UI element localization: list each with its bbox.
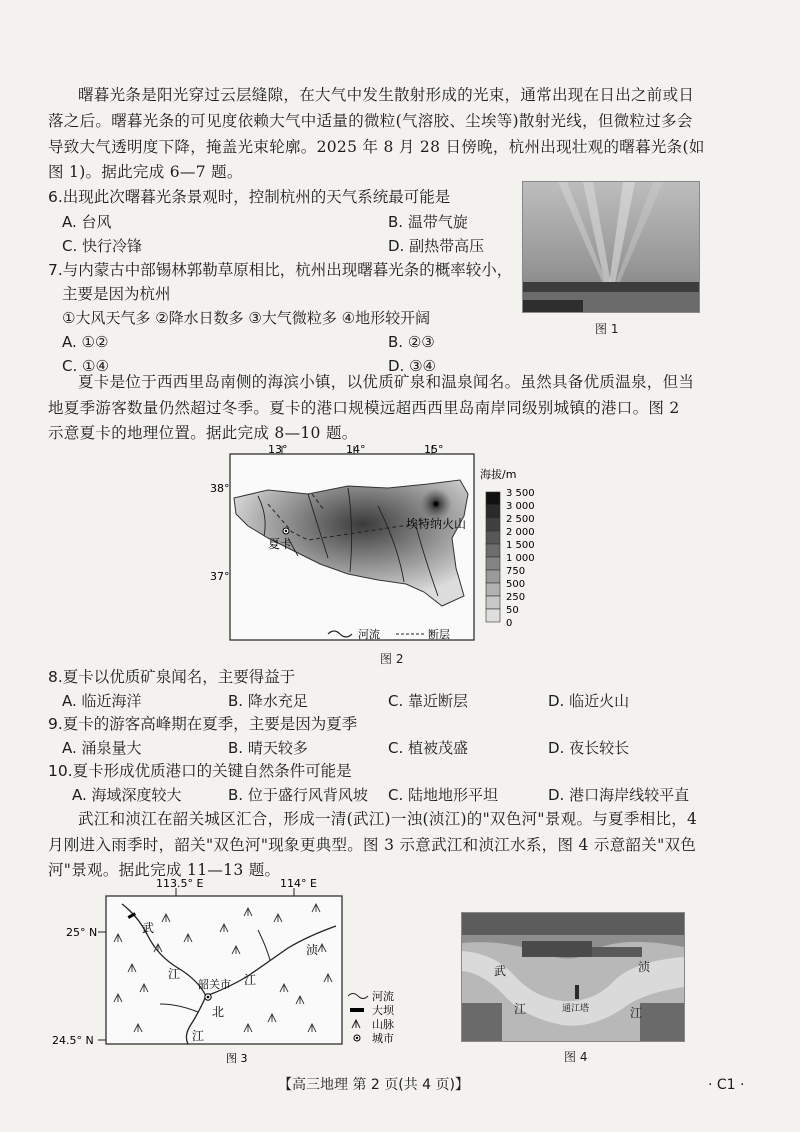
figure4-caption: 图 4 — [564, 1050, 588, 1064]
q6-option-c[interactable]: C. 快行冷锋 — [62, 237, 143, 255]
q10-option-c[interactable]: C. 陆地地形平坦 — [388, 786, 499, 804]
q7-option-b[interactable]: B. ②③ — [388, 333, 435, 351]
q8-stem: 8.夏卡以优质矿泉闻名，主要得益于 — [48, 668, 296, 686]
q8-option-d[interactable]: D. 临近火山 — [548, 692, 630, 710]
figure1-caption: 图 1 — [595, 322, 619, 336]
q6-stem: 6.出现此次曙暮光条景观时，控制杭州的天气系统最可能是 — [48, 188, 451, 206]
passage2-line1: 夏卡是位于西西里岛南侧的海滨小镇，以优质矿泉和温泉闻名。虽然具备优质温泉，但当 — [78, 373, 695, 391]
fig2-legend-value: 2 500 — [506, 514, 535, 525]
fig2-elevation-legend — [486, 488, 535, 629]
q7-items: ①大风天气多 ②降水日数多 ③大气微粒多 ④地形较开阔 — [62, 309, 431, 327]
fig2-city-label: 夏卡 — [268, 537, 293, 551]
q7-option-a[interactable]: A. ①② — [62, 333, 109, 351]
fig2-lon-15: 15° — [424, 443, 444, 456]
figure2-caption: 图 2 — [380, 652, 404, 666]
fig3-legend-dam: 大坝 — [372, 1004, 394, 1017]
fig2-legend-swatch — [486, 596, 500, 609]
fig3-legend-river: 河流 — [372, 990, 394, 1003]
q9-option-c[interactable]: C. 植被茂盛 — [388, 739, 469, 757]
q8-option-c[interactable]: C. 靠近断层 — [388, 692, 469, 710]
fig3-legend-mountain: 山脉 — [372, 1018, 394, 1031]
q9-option-a[interactable]: A. 涌泉量大 — [62, 739, 142, 757]
fig2-legend-value: 3 500 — [506, 488, 535, 499]
fig3-lat-245: 24.5° N — [52, 1034, 94, 1047]
fig2-legend-fault: 断层 — [428, 628, 450, 641]
fig3-lon-1135: 113.5° E — [156, 877, 204, 890]
footer-page-info: 【高三地理 第 2 页(共 4 页)】 — [278, 1077, 469, 1093]
q9-option-b[interactable]: B. 晴天较多 — [228, 739, 308, 757]
q7-stem-line1: 7.与内蒙古中部锡林郭勒草原相比，杭州出现曙暮光条的概率较小， — [48, 261, 513, 279]
fig2-legend-swatch — [486, 557, 500, 570]
q7-option-c[interactable]: C. ①④ — [62, 357, 109, 375]
passage3-line1: 武江和浈江在韶关城区汇合，形成一清(武江)一浊(浈江)的"双色河"景观。与夏季相比，4 — [78, 810, 698, 828]
fig3-label-jiang3: 江 — [192, 1029, 205, 1043]
q6-option-d[interactable]: D. 副热带高压 — [388, 237, 485, 255]
fig3-lon-114: 114° E — [280, 877, 317, 890]
passage3-line3: 河"景观。据此完成 11—13 题。 — [48, 861, 281, 879]
figure1-photo — [522, 181, 700, 313]
figure3-map — [48, 876, 428, 1066]
passage1-line2: 落之后。曙暮光条的可见度依赖大气中适量的微粒(气溶胶、尘埃等)散射光线，但微粒过多会 — [48, 112, 693, 130]
fig2-legend-value: 0 — [506, 618, 513, 629]
fig2-legend-value: 250 — [506, 592, 526, 603]
fig2-legend-swatch — [486, 544, 500, 557]
figure4-photo — [461, 912, 685, 1042]
fig3-lat-25: 25° N — [66, 926, 98, 939]
fig2-legend-title: 海拔/m — [480, 468, 517, 481]
fig2-volcano-label: 埃特纳火山 — [406, 517, 467, 531]
fig2-legend-river: 河流 — [358, 628, 380, 641]
fig2-legend-swatch — [486, 492, 500, 505]
q10-stem: 10.夏卡形成优质港口的关键自然条件可能是 — [48, 762, 352, 780]
fig2-legend-value: 750 — [506, 566, 526, 577]
fig2-lon-13: 13° — [268, 443, 288, 456]
fig2-legend-swatch — [486, 570, 500, 583]
passage1-line4: 图 1)。据此完成 6—7 题。 — [48, 163, 243, 181]
q10-option-a[interactable]: A. 海域深度较大 — [72, 786, 182, 804]
fig2-legend-swatch — [486, 609, 500, 622]
fig3-legend-city: 城市 — [372, 1032, 394, 1045]
q9-stem: 9.夏卡的游客高峰期在夏季，主要是因为夏季 — [48, 715, 358, 733]
fig2-legend-swatch — [486, 505, 500, 518]
fig2-lat-37: 37° — [210, 570, 230, 583]
fig3-label-wu: 武 — [142, 921, 155, 935]
fig3-label-zhen: 浈 — [306, 943, 319, 957]
q6-option-b[interactable]: B. 温带气旋 — [388, 213, 468, 231]
fig2-lat-38: 38° — [210, 482, 230, 495]
footer-code: · C1 · — [708, 1077, 745, 1093]
q9-option-d[interactable]: D. 夜长较长 — [548, 739, 630, 757]
fig2-legend-value: 50 — [506, 605, 519, 616]
passage3-line2: 月刚进入雨季时，韶关"双色河"现象更典型。图 3 示意武江和浈江水系，图 4 示意韶关"双色 — [48, 836, 697, 854]
fig2-legend-value: 2 000 — [506, 527, 535, 538]
fig2-legend-value: 500 — [506, 579, 526, 590]
q10-option-b[interactable]: B. 位于盛行风背风坡 — [228, 786, 368, 804]
q7-option-d[interactable]: D. ③④ — [388, 357, 436, 375]
figure2-map — [210, 443, 558, 650]
q8-option-b[interactable]: B. 降水充足 — [228, 692, 308, 710]
q10-option-d[interactable]: D. 港口海岸线较平直 — [548, 786, 690, 804]
fig4-label-wu: 武 — [494, 964, 507, 978]
fig2-lon-14: 14° — [346, 443, 366, 456]
fig3-city-label: 韶关市 — [198, 978, 231, 991]
fig4-label-jiang-right: 江 — [630, 1006, 643, 1020]
fig3-label-jiang1: 江 — [168, 967, 181, 981]
passage1-line3: 导致大气透明度下降，掩盖光束轮廓。2025 年 8 月 28 日傍晚，杭州出现壮观的曙暮光条(如 — [48, 138, 705, 156]
fig2-legend-value: 3 000 — [506, 501, 535, 512]
fig3-label-jiang2: 江 — [244, 973, 257, 987]
fig2-legend-swatch — [486, 583, 500, 596]
fig3-label-bei: 北 — [212, 1005, 225, 1019]
fig4-tower-label: 通江塔 — [562, 1004, 590, 1014]
q8-option-a[interactable]: A. 临近海洋 — [62, 692, 142, 710]
passage2-line2: 地夏季游客数量仍然超过冬季。夏卡的港口规模远超西西里岛南岸同级别城镇的港口。图 2 — [48, 399, 680, 417]
fig2-legend-value: 1 500 — [506, 540, 535, 551]
passage1-line1: 曙暮光条是阳光穿过云层缝隙，在大气中发生散射形成的光束，通常出现在日出之前或日 — [78, 86, 695, 104]
fig2-legend-value: 1 000 — [506, 553, 535, 564]
fig2-legend-swatch — [486, 531, 500, 544]
passage2-line3: 示意夏卡的地理位置。据此完成 8—10 题。 — [48, 424, 358, 442]
fig2-legend-swatch — [486, 518, 500, 531]
q6-option-a[interactable]: A. 台风 — [62, 213, 112, 231]
fig4-label-jiang-left: 江 — [514, 1002, 527, 1016]
q7-stem-line2: 主要是因为杭州 — [62, 285, 171, 303]
figure3-caption: 图 3 — [226, 1052, 248, 1065]
fig4-label-zhen: 浈 — [638, 960, 651, 974]
